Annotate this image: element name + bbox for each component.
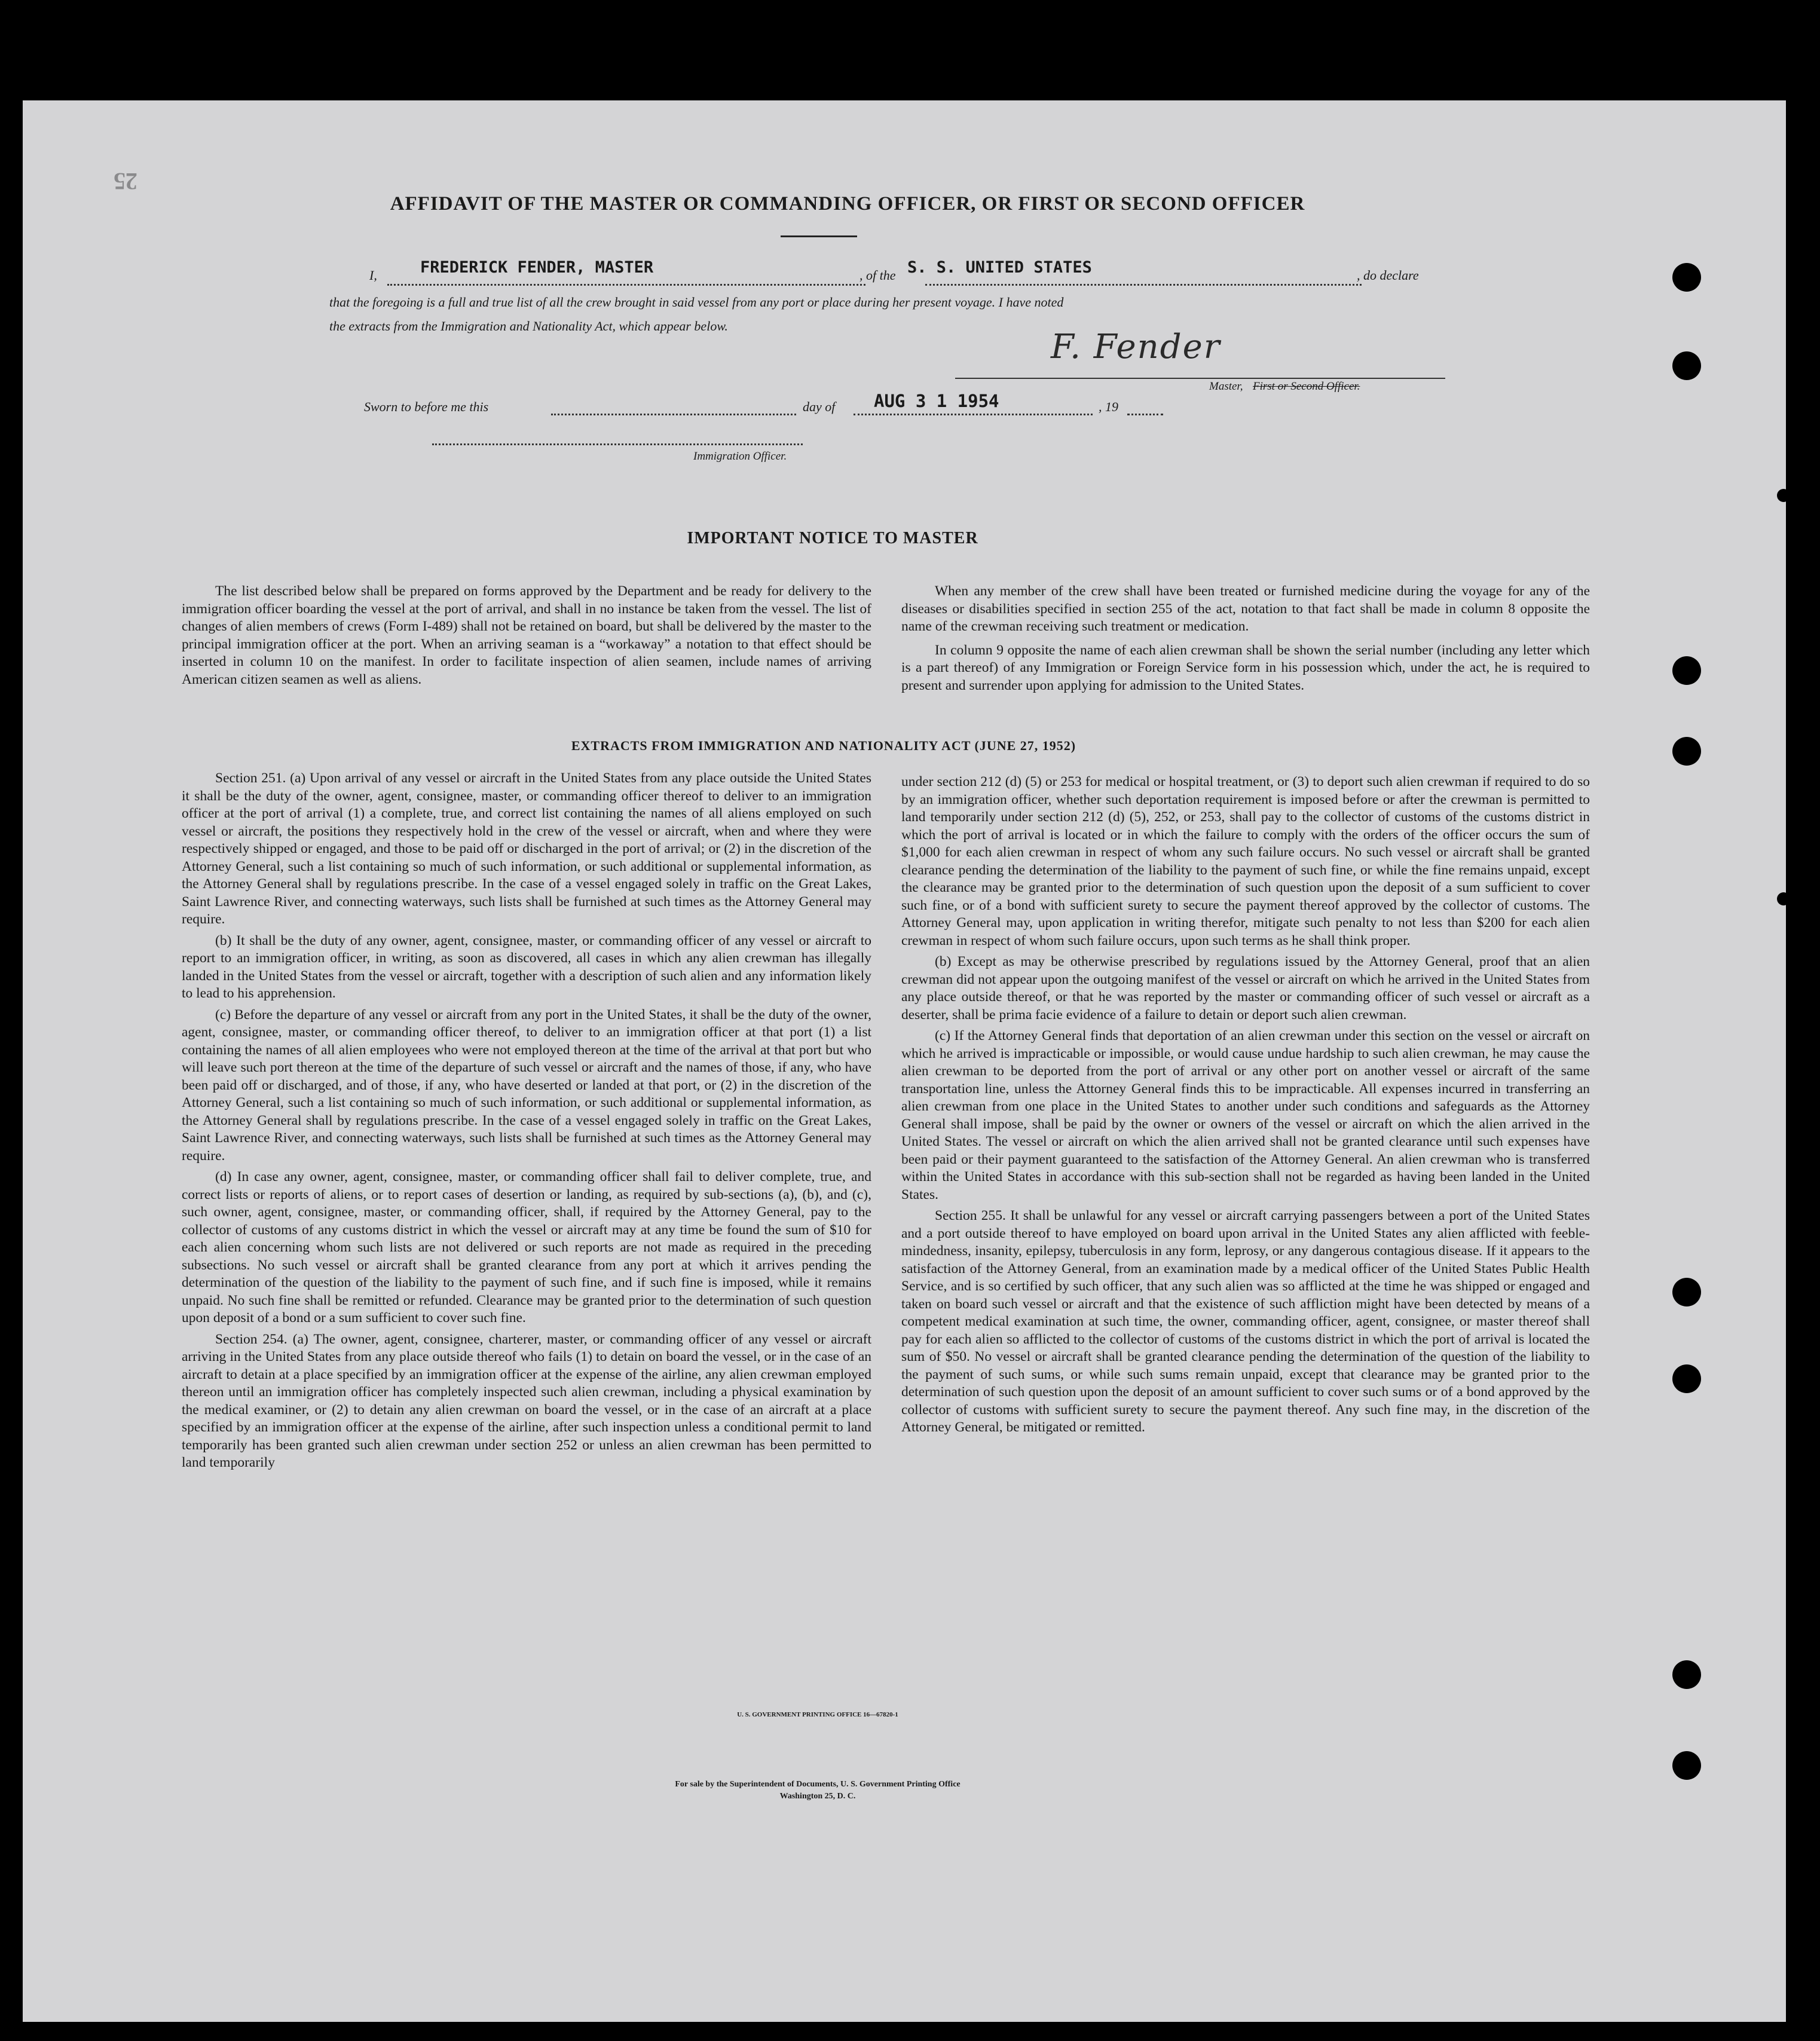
do-declare-text: , do declare: [1357, 268, 1419, 283]
extracts-heading: EXTRACTS FROM IMMIGRATION AND NATIONALITY ACT (JUNE 27, 1952): [571, 738, 1076, 753]
notice-heading: IMPORTANT NOTICE TO MASTER: [687, 529, 978, 547]
sworn-text: Sworn to before me this: [364, 399, 489, 414]
immigration-officer-line: [432, 441, 803, 445]
punch-hole: [1672, 656, 1701, 685]
master-name-field: [387, 277, 865, 286]
gpo-imprint: U. S. GOVERNMENT PRINTING OFFICE 16—67820-1: [737, 1711, 898, 1718]
heading-rule: [781, 235, 857, 237]
day-of-text: day of: [803, 399, 836, 414]
affidavit-line2: that the foregoing is a full and true list of all the crew brought in said vessel from any port or place during her present voyage. I have noted: [329, 295, 1064, 310]
punch-hole: [1672, 351, 1701, 380]
punch-hole: [1672, 1660, 1701, 1689]
notice-left-paragraph: The list described below shall be prepared on forms approved by the Department and be ready for delivery to the immigration officer boarding the vessel at the port of arrival, and shall in no instance be taken from the vessel. The list of changes of alien members of crews (Form I-489) shall not be retained on board, but shall be delivered by the master to the principal immigration officer at the port. When an arriving seaman is a “workaway” a notation to that effect should be inserted in column 10 on the manifest. In order to facilitate inspection of alien seamen, include names of arriving American citizen seamen as well as aliens.: [182, 583, 871, 687]
section-254-b: (b) Except as may be otherwise prescribed by regulations issued by the Attorney General, proof that an alien crewman did not appear upon the outgoing manifest of the vessel or aircraft on which he arrived in the United States from any place outside thereof, or that he was reported by the master or commanding officer of such vessel or aircraft as a deserter, shall be prima facie evidence of a failure to detain or deport such alien crewman.: [901, 954, 1590, 1023]
edge-mark: [1777, 892, 1790, 905]
section-254-c: (c) If the Attorney General finds that deportation of an alien crewman under this section on the vessel or aircraft on which he arrived is impracticable or impossible, or would cause undue hardship to such alien crewman, he may cause the alien crewman to be deported from the port of arrival or any other port on another vessel or aircraft of the same transportation line, unless the Attorney General finds this to be impracticable. All expenses incurred in transferring an alien crewman from one place in the United States to another under such conditions and safeguards as the Attorney General shall impose, shall be paid by the owner or owners of the vessel or aircraft on which the alien arrived in the United States. The vessel or aircraft on which the alien arrived shall not be granted clearance until such expenses have been paid or their payment guaranteed to the satisfaction of the Attorney General. An alien crewman who is transferred within the United States in accordance with this sub-section shall not be regarded as having been landed in the United States.: [901, 1028, 1590, 1202]
master-caption: Master,: [1209, 380, 1243, 393]
notice-right-paragraph-2: In column 9 opposite the name of each alien crewman shall be shown the serial number (including any letter which is a part thereof) of any Immigration or Foreign Service form in his possession which, under the act, he is required to present and surrender upon applying for admission to the United States.: [901, 642, 1590, 693]
master-signature: F. Fender: [1051, 328, 1221, 366]
edge-mark: [1777, 489, 1790, 502]
year-prefix: , 19: [1099, 399, 1118, 414]
section-251-a: Section 251. (a) Upon arrival of any vessel or aircraft in the United States from any place outside the United States it shall be the duty of the owner, agent, consignee, master, or commanding officer thereof to deliver to an immigration officer at the port of arrival (1) a complete, true, and correct list containing the names of all aliens employed on such vessel or aircraft, the positions they respectively hold in the crew of the vessel or aircraft, when and where they were respectively shipped or engaged, and those to be paid off or discharged in the port of arrival; or (2) in the discretion of the Attorney General, such a list containing so much of such information, or such additional or supplemental information, as the Attorney General shall by regulations prescribe. In the case of a vessel engaged solely in traffic on the Great Lakes, Saint Lawrence River, and connecting waterways, such lists shall be furnished at such times as the Attorney General may require.: [182, 770, 871, 927]
page-number: 25: [114, 168, 137, 195]
extracts-right-column: [901, 773, 1590, 1440]
section-251-d: (d) In case any owner, agent, consignee, master, or commanding officer shall fail to deliver complete, true, and correct lists or reports of aliens, or to report cases of desertion or landing, as required by sub-sections (a), (b), and (c), such owner, agent, consignee, master, or commanding officer, shall, if required by the Attorney General, pay to the collector of customs of any customs district in which the vessel or aircraft may at any time be found the sum of $10 for each alien concerning whom such lists are not delivered or such reports are not made as required in the preceding subsections. No such vessel or aircraft shall be granted clearance from any port at which it arrives pending the determination of the question of the liability to the payment of such fine, and if such fine is imposed, while it remains unpaid. No such fine shall be remitted or refunded. Clearance may be granted prior to the determination of such question upon deposit of a bond or a sum sufficient to cover such fine.: [182, 1169, 871, 1326]
section-251-b: (b) It shall be the duty of any owner, agent, consignee, master, or commanding officer of any vessel or aircraft to report to an immigration officer, in writing, as soon as discovered, all cases in which any alien crewman has illegally landed in the United States from the vessel or aircraft, together with a description of such alien and any information likely to lead to his apprehension.: [182, 932, 871, 1001]
section-254-a-continued: under section 212 (d) (5) or 253 for medical or hospital treatment, or (3) to deport such alien crewman if required to do so by an immigration officer, whether such deportation requirement is imposed before or after the crewman is permitted to land temporarily under section 212 (d) (5), 252, or 253, shall pay to the collector of customs of the customs district in which the port of arrival is located or in which the failure to comply with the orders of the officer occurs the sum of $1,000 for each alien crewman in respect of whom any such failure occurs. No such vessel or aircraft shall be granted clearance pending the determination of the liability to the payment of such fine, or while the fine remains unpaid, except the clearance may be granted prior to the determination of such question upon the deposit of a sum sufficient to cover such fine, or of a bond with sufficient surety to secure the payment thereof approved by the collector of customs. The Attorney General may, upon application in writing therefor, mitigate such penalty to not less than $200 for each alien crewman in respect of whom such failure occurs, upon such terms as he shall think proper.: [901, 774, 1590, 948]
vessel-name: S. S. UNITED STATES: [907, 258, 1092, 277]
struck-officer-caption: First or Second Officer.: [1253, 380, 1360, 393]
document-page: [23, 100, 1786, 2022]
notice-left-column: [182, 583, 871, 692]
section-254-a: Section 254. (a) The owner, agent, consignee, charterer, master, or commanding officer of any vessel or aircraft arriving in the United States from any place outside thereof who fails (1) to detain on board the vessel, or in the case of an aircraft to detain at a place specified by an immigration officer at the expense of the airline, any alien crewman employed thereon until an immigration officer has completely inspected such alien crewman, including a physical examination by the medical examiner, or (2) to detain any alien crewman on board the vessel, or in the case of an aircraft at a place specified by an immigration officer at the expense of the airline, after such inspection unless a conditional permit to land temporarily has been granted such alien crewman under section 252 or unless an alien crewman has been permitted to land temporarily: [182, 1331, 871, 1470]
sale-notice-line-2: Washington 25, D. C.: [779, 1792, 856, 1801]
sworn-date: AUG 3 1 1954: [874, 391, 999, 411]
affidavit-line3: the extracts from the Immigration and Nationality Act, which appear below.: [329, 319, 728, 333]
notice-right-paragraph-1: When any member of the crew shall have been treated or furnished medicine during the voyage for any of the diseases or disabilities specified in section 255 of the act, notation to that fact shall be made in column 8 opposite the name of the crewman receiving such treatment or medication.: [901, 583, 1590, 634]
of-the-text: , of the: [859, 268, 896, 283]
sale-notice-line-1: For sale by the Superintendent of Documents, U. S. Government Printing Office: [675, 1780, 961, 1789]
punch-hole: [1672, 1278, 1701, 1306]
affidavit-line1-prefix: I,: [369, 268, 377, 283]
punch-hole: [1672, 263, 1701, 292]
notice-right-column: [901, 583, 1590, 698]
master-name: FREDERICK FENDER, MASTER: [420, 258, 654, 277]
section-255: Section 255. It shall be unlawful for any vessel or aircraft carrying passengers between a port of the United States and a port outside thereof to have employed on board upon arrival in the United States any alien afflicted with feeble-mindedness, insanity, epilepsy, tuberculosis in any form, leprosy, or any dangerous contagious disease. If it appears to the satisfaction of the Attorney General, from an examination made by a medical officer of the United States Public Health Service, and is so certified by such officer, that any such alien was so afflicted at the time he was shipped or engaged and taken on board such vessel or aircraft and that the existence of such affliction might have been detected by means of a competent medical examination at such time, the owner, commanding officer, agent, consignee, or master thereof shall pay for each alien so afflicted to the collector of customs of the customs district in which the port of arrival is located the sum of $50. No vessel or aircraft shall be granted clearance pending the determination of the question of the liability to the payment of such sums, or while such sums remain unpaid, except that clearance may be granted prior to the determination of such question upon the deposit of an amount sufficient to cover such sums or of a bond approved by the collector of customs with sufficient surety to secure the payment thereof. Any such fine may, in the discretion of the Attorney General, be mitigated or remitted.: [901, 1208, 1590, 1435]
signature-line: [955, 378, 1445, 379]
affidavit-heading: AFFIDAVIT OF THE MASTER OR COMMANDING OFFICER, OR FIRST OR SECOND OFFICER: [390, 193, 1305, 215]
sworn-year-field: [1127, 408, 1163, 415]
sworn-day-field: [551, 408, 796, 415]
punch-hole: [1672, 737, 1701, 766]
punch-hole: [1672, 1751, 1701, 1780]
punch-hole: [1672, 1364, 1701, 1393]
section-251-c: (c) Before the departure of any vessel or aircraft from any port in the United States, it shall be the duty of the owner, agent, consignee, master, or commanding officer thereof, to deliver to an immigration officer at that port (1) a list containing the names of all alien employees who were not employed thereon at the time of the arrival at that port but who will leave such port thereon at the time of the departure of such vessel or aircraft and the names of those, if any, who have been paid off or discharged, and of those, if any, who have deserted or landed at that port, or (2) in the discretion of the Attorney General, such a list containing so much of such information, or such additional or supplemental information, as the Attorney General shall by regulations prescribe. In the case of a vessel engaged solely in traffic on the Great Lakes, Saint Lawrence River, and connecting waterways, such lists shall be furnished at such times as the Attorney General may require.: [182, 1006, 871, 1164]
extracts-left-column: [182, 770, 871, 1476]
vessel-field: [925, 277, 1362, 286]
immigration-officer-caption: Immigration Officer.: [693, 450, 787, 463]
